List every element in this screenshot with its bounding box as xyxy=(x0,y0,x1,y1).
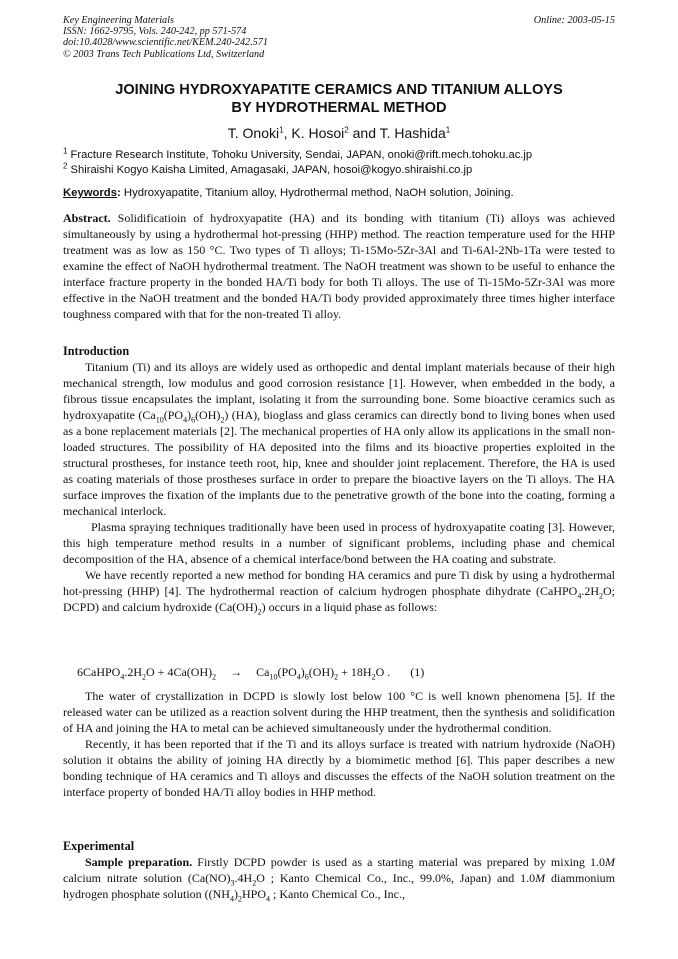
affiliation-1-text: Fracture Research Institute, Tohoku University, Sendai, JAPAN, onoki@rift.mech.tohoku.ac.jp xyxy=(67,149,533,161)
author-2-affiliation: 2 xyxy=(344,125,349,135)
equation-number: (1) xyxy=(410,665,425,679)
intro-paragraph-2: Plasma spraying techniques traditionally have been used in process of hydroxyapatite coating [3]. However, this high temperature method results in a number of significant problems, including phase and chemical decomposition of the HA, absence of a chemical interface/bond between the HA coating and substrate. xyxy=(63,520,615,566)
online-date: Online: 2003-05-15 xyxy=(533,15,615,26)
author-3-affiliation: 1 xyxy=(445,125,451,135)
affiliation-2-marker: 2 xyxy=(63,161,68,171)
keywords-colon: : xyxy=(117,187,121,199)
affiliation-2 xyxy=(63,163,623,177)
paper-title xyxy=(60,82,618,117)
intro-paragraph-3: We have recently reported a new method for bonding HA ceramics and pure Ti disk by using a hydrothermal hot-pressing (HHP) [4]. The hydrothermal reaction of calcium hydrogen phosphate dihydrate ($CaHPO_4.2H_2O$; DCPD) and calcium hydroxide $(Ca(OH)_2)$ occurs in a liquid phase as follows: xyxy=(63,568,615,617)
keywords-text: Hydroxyapatite, Titanium alloy, Hydrothermal method, NaOH solution, Joining. xyxy=(120,187,514,199)
running-header xyxy=(63,15,615,60)
reaction-arrow: → xyxy=(230,665,243,679)
doi-line: doi:10.4028/www.scientific.net/KEM.240-242.571 xyxy=(63,37,268,49)
abstract-label: Abstract. xyxy=(63,211,111,225)
author-2: , K. Hosoi xyxy=(283,125,345,141)
keywords-label: Keywords xyxy=(63,187,117,199)
experimental-heading: Experimental xyxy=(63,839,135,853)
keywords xyxy=(63,186,623,200)
author-list xyxy=(60,124,618,142)
author-3: and T. Hashida xyxy=(348,125,446,141)
introduction-body-continued xyxy=(63,688,615,800)
author-1: T. Onoki xyxy=(227,125,280,141)
issn-line: ISSN: 1662-9795, Vols. 240-242, pp 571-574 xyxy=(63,26,247,38)
equation-1: $6CaHPO_4.2H_2O + 4Ca(OH)_2 \to Ca_{10}(PO_4)_6(OH)_2 + 18H_2O$ . (1) xyxy=(77,665,425,682)
intro-paragraph-5: Recently, it has been reported that if the Ti and its alloys surface is treated with natrium hydroxide (NaOH) solution it obtains the ability of joining HA directly by a biomimetic method [6]. This paper describes a new bonding technique of HA ceramics and Ti alloys and discusses the effects of the NaOH solution treatment on the interface property of bonded HA/Ti alloy bodies in HHP method. xyxy=(63,737,615,799)
experimental-paragraph-1: Sample preparation. Firstly DCPD powder is used as a starting material was prepared by mixing 1.0M calcium nitrate solution ($Ca(NO)_3.4H_2O$ ; Kanto Chemical Co., Inc., 99.0%, Japan) and 1.0M diammonium hydrogen phosphate solution ($(NH_4)_2HPO_4$ ; Kanto Chemical Co., Inc., xyxy=(63,855,616,904)
abstract xyxy=(63,210,615,322)
intro-paragraph-4: The water of crystallization in DCPD is slowly lost below 100 °C is well known phenomena [5]. If the released water can be utilized as a reaction solvent during the HHP treatment, then the synthesis and solidification of HA and joining the HA to metal can be achieved simultaneously under the hydrothermal condition. xyxy=(63,689,615,735)
intro-paragraph-1: Titanium (Ti) and its alloys are widely used as orthopedic and dental implant materials because of their high mechanical strength, low modulus and good corrosion resistance [1]. However, when embedded in the body, a fibrous tissue encapsulates the implant, isolating it from the surrounding bone. Some bioactive ceramics such as hydroxyapatite $(Ca_{10}(PO_4)_6(OH)_2)$ (HA), bioglass and glass ceramics can directly bond to living bones when used as a bone replacement materials [2]. The mechanical properties of HA only allow its applications in the small non-loaded structures. The possibility of HA deposited into the films and its bioactive properties exploited in the structural prostheses, for instance teeth root, hip, knee and shoulder joint replacement. Therefore, the HA is used as coating materials of those prostheses surface in order to prepare the bioactive layers on the Ti alloys. The HA surface improves the fixation of the implants due to the penetrative growth of the bone into the coating, forming a mechanical interlock. xyxy=(63,360,615,518)
affiliation-1 xyxy=(63,148,623,162)
affiliation-2-text: Shiraishi Kogyo Kaisha Limited, Amagasaki, JAPAN, hosoi@kogyo.shiraishi.co.jp xyxy=(67,164,473,176)
title-line-2: BY HYDROTHERMAL METHOD xyxy=(231,99,447,116)
introduction-body xyxy=(63,359,615,615)
journal-name: Key Engineering Materials xyxy=(63,15,174,26)
affiliation-1-marker: 1 xyxy=(63,146,68,156)
copyright-line: © 2003 Trans Tech Publications Ltd, Switzerland xyxy=(63,48,265,60)
abstract-text: Solidificatioin of hydroxyapatite (HA) and its bonding with titanium (Ti) alloys was achieved simultaneously by using a hydrothermal hot-pressing (HHP) method. The reaction temperature used for the HHP treatment was as low as 150 °C. Two types of Ti alloys; Ti-15Mo-5Zr-3Al and Ti-6Al-2Nb-1Ta were tested to examine the effect of NaOH hydrothermal treatment. The NaOH treatment was shown to be useful to enhance the interface fracture property in the bonded HA/Ti body for both Ti alloys. The use of Ti-15Mo-5Zr-3Al was more effective in the NaOH treatment and the bonded HA/Ti body provided approximately three times higher interface toughness compared with that for the non-treated Ti alloy. xyxy=(63,211,615,321)
title-line-1: JOINING HYDROXYAPATITE CERAMICS AND TITANIUM ALLOYS xyxy=(115,82,563,98)
introduction-heading: Introduction xyxy=(63,344,130,358)
experimental-body xyxy=(63,854,615,902)
author-1-affiliation: 1 xyxy=(279,125,284,135)
